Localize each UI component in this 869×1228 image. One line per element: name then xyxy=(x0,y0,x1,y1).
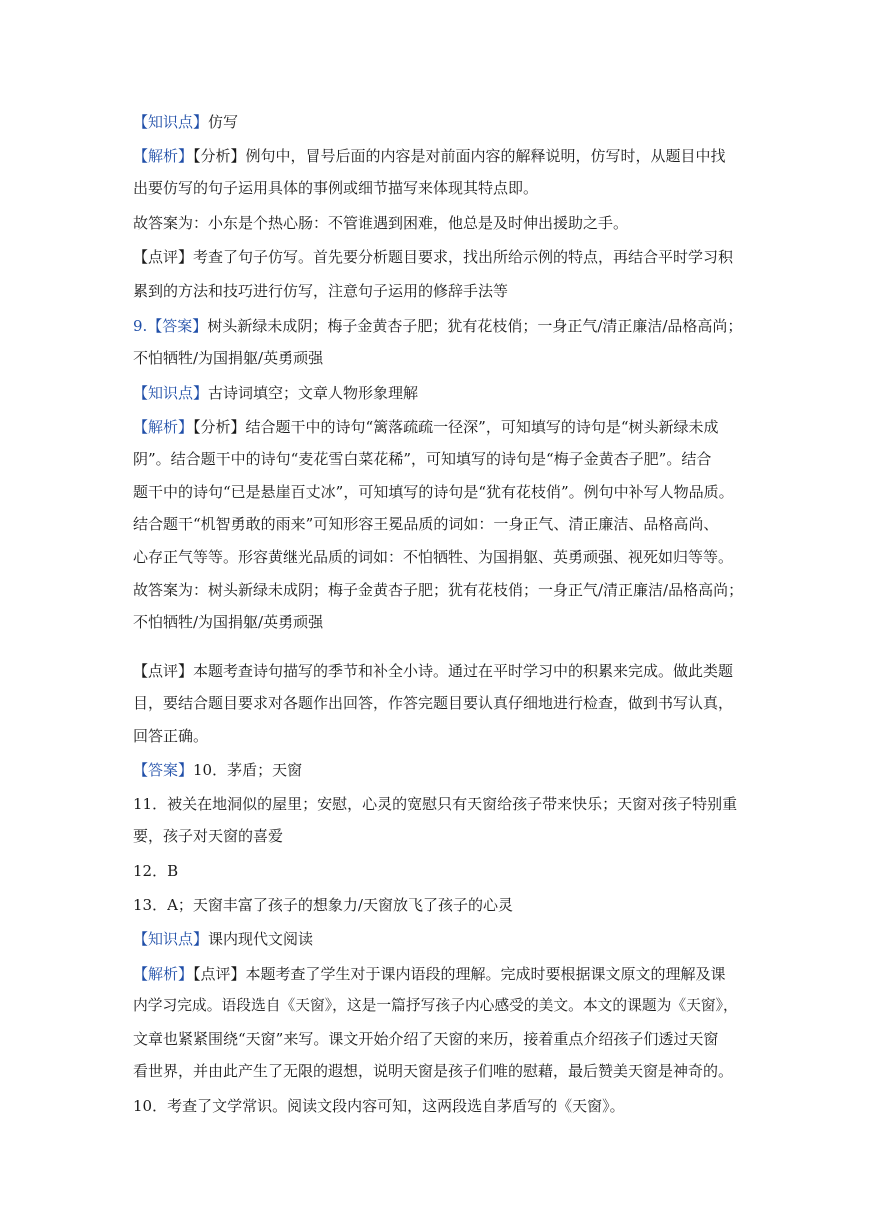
section-tag: 【知识点】 xyxy=(133,930,209,948)
text-line xyxy=(133,895,745,915)
line-text: 内学习完成。语段选自《天窗》，这是一篇抒写孩子内心感受的美文。本文的课题为《天窗》， xyxy=(133,997,738,1014)
text-line xyxy=(133,449,745,469)
line-text: 【点评】本题考查了学生对于课内语段的理解。完成时要根据课文原文的理解及课 xyxy=(193,965,726,983)
text-line xyxy=(133,580,745,600)
text-line xyxy=(133,996,745,1016)
line-text: 回答正确。 xyxy=(133,727,209,745)
section-tag: 9.【答案】 xyxy=(133,317,208,335)
text-line xyxy=(133,861,745,881)
line-text: 不怕牺牲/为国捐躯/英勇顽强 xyxy=(133,349,324,367)
line-text: 古诗词填空；文章人物形象理解 xyxy=(208,384,419,402)
line-text: 【点评】考查了句子仿写。首先要分析题目要求，找出所给示例的特点，再结合平时学习积 xyxy=(133,248,734,266)
text-line xyxy=(133,348,745,368)
line-text: 不怕牺牲/为国捐躯/英勇顽强 xyxy=(133,613,324,631)
text-line xyxy=(133,693,745,713)
line-text: 看世界，并由此产生了无限的遐想，说明天窗是孩子们唯的慰藉，最后赞美天窗是神奇的。 xyxy=(133,1062,734,1080)
line-text: 文章也紧紧围绕“天窗”来写。课文开始介绍了天窗的来历，接着重点介绍孩子们透过天窗 xyxy=(133,1030,719,1048)
text-line xyxy=(133,178,745,198)
line-text: 仿写 xyxy=(208,113,239,131)
section-tag: 【知识点】 xyxy=(133,384,209,402)
text-line xyxy=(133,383,745,403)
line-text: 题干中的诗句“已是悬崖百丈冰”，可知填写的诗句是“犹有花枝俏”。例句中补写人物品质。 xyxy=(133,483,734,501)
text-line xyxy=(133,482,745,502)
line-text: 心存正气等等。形容黄继光品质的词如：不怕牺牲、为国捐躯、英勇顽强、视死如归等等。 xyxy=(133,548,734,566)
text-line xyxy=(133,417,745,437)
text-line xyxy=(133,964,745,984)
section-tag: 【解析】 xyxy=(133,147,194,165)
line-text: 要，孩子对天窗的喜爱 xyxy=(133,827,284,845)
line-text: 故答案为：小东是个热心肠：不管谁遇到困难，他总是及时伸出援助之手。 xyxy=(133,214,629,232)
text-line xyxy=(133,247,745,267)
text-line xyxy=(133,726,745,746)
line-text: 故答案为：树头新绿未成阴；梅子金黄杏子肥；犹有花枝俏；一身正气/清正廉洁/品格高尚； xyxy=(133,581,744,599)
text-line xyxy=(133,794,745,814)
text-line xyxy=(133,929,745,949)
line-text: 【分析】例句中，冒号后面的内容是对前面内容的解释说明，仿写时，从题目中找 xyxy=(193,147,726,165)
text-line xyxy=(133,612,745,632)
line-text: 【分析】结合题干中的诗句“篱落疏疏一径深”，可知填写的诗句是“树头新绿未成 xyxy=(193,418,719,436)
line-text: 【点评】本题考查诗句描写的季节和补全小诗。通过在平时学习中的积累来完成。做此类题 xyxy=(133,662,734,680)
text-line xyxy=(133,213,745,233)
line-text: 累到的方法和技巧进行仿写，注意句子运用的修辞手法等 xyxy=(133,282,509,300)
line-text: 出要仿写的句子运用具体的事例或细节描写来体现其特点即。 xyxy=(133,179,539,197)
section-tag: 【知识点】 xyxy=(133,113,209,131)
text-line xyxy=(133,514,745,534)
text-line xyxy=(133,112,745,132)
text-line xyxy=(133,1029,745,1049)
section-tag: 【答案】 xyxy=(133,761,194,779)
text-line xyxy=(133,826,745,846)
line-text: 13．A；天窗丰富了孩子的想象力/天窗放飞了孩子的心灵 xyxy=(133,896,513,914)
text-line xyxy=(133,146,745,166)
line-text: 12．B xyxy=(133,862,179,880)
line-text: 阴”。结合题干中的诗句“麦花雪白菜花稀”，可知填写的诗句是“梅子金黄杏子肥”。结合 xyxy=(133,450,712,468)
text-line xyxy=(133,281,745,301)
text-line xyxy=(133,316,745,336)
line-text: 课内现代文阅读 xyxy=(208,930,314,948)
line-text: 10．考查了文学常识。阅读文段内容可知，这两段选自茅盾写的《天窗》。 xyxy=(133,1097,625,1115)
section-tag: 【解析】 xyxy=(133,965,194,983)
line-text: 结合题干“机智勇敢的雨来”可知形容王冕品质的词如：一身正气、清正廉洁、品格高尚、 xyxy=(133,515,719,533)
text-line xyxy=(133,661,745,681)
text-line xyxy=(133,547,745,567)
text-line xyxy=(133,760,745,780)
line-text: 目，要结合题目要求对各题作出回答，作答完题目要认真仔细地进行检查，做到书写认真， xyxy=(133,694,734,712)
line-text: 11．被关在地洞似的屋里；安慰，心灵的宽慰只有天窗给孩子带来快乐；天窗对孩子特别重 xyxy=(133,795,738,813)
section-tag: 【解析】 xyxy=(133,418,194,436)
line-text: 树头新绿未成阴；梅子金黄杏子肥；犹有花枝俏；一身正气/清正廉洁/品格高尚； xyxy=(207,317,743,335)
text-line xyxy=(133,1096,745,1116)
line-text: 10．茅盾；天窗 xyxy=(193,761,303,779)
text-line xyxy=(133,1061,745,1081)
